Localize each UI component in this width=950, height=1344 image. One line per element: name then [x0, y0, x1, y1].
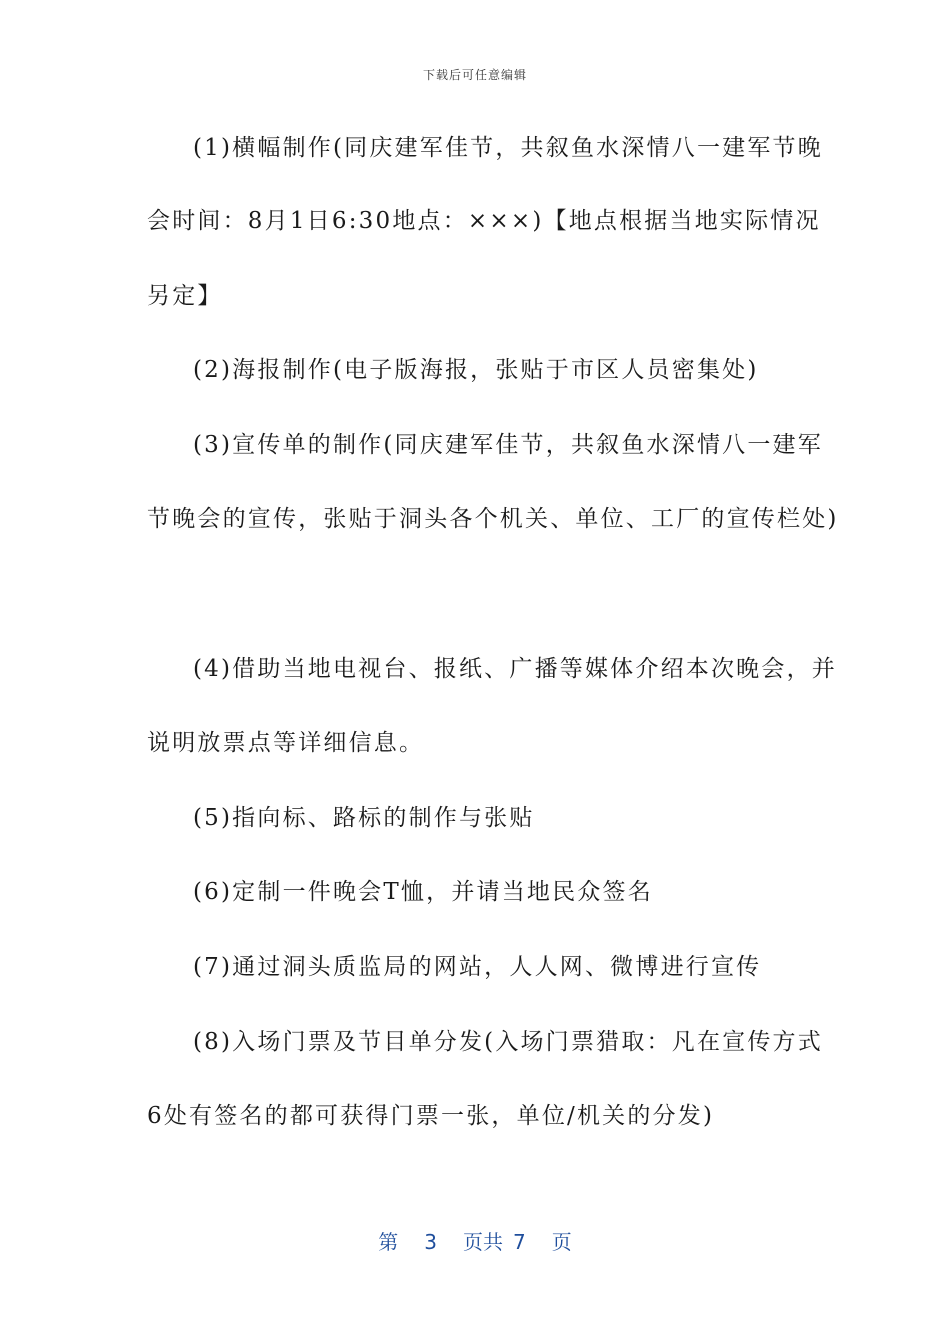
page-number-footer — [0, 1226, 950, 1255]
paragraph-line: 另定】 — [147, 283, 223, 309]
footer-prefix: 第 — [378, 1230, 399, 1254]
paragraph-line: 说明放票点等详细信息。 — [147, 730, 425, 756]
paragraph-line: (7)通过洞头质监局的网站，人人网、微博进行宣传 — [193, 954, 762, 980]
paragraph-line: (1)横幅制作(同庆建军佳节，共叙鱼水深情八一建军节晚 — [193, 135, 823, 161]
footer-total-pages: 7 — [513, 1230, 526, 1254]
paragraph-line: 6处有签名的都可获得门票一张，单位/机关的分发) — [147, 1103, 715, 1129]
paragraph-line: (4)借助当地电视台、报纸、广播等媒体介绍本次晚会，并 — [193, 656, 837, 682]
paragraph-line: (3)宣传单的制作(同庆建军佳节，共叙鱼水深情八一建军 — [193, 432, 823, 458]
paragraph-line: (6)定制一件晚会T恤，并请当地民众签名 — [193, 879, 653, 905]
paragraph-line: (5)指向标、路标的制作与张贴 — [193, 805, 535, 831]
header-note: 下载后可任意编辑 — [422, 68, 527, 82]
paragraph-line: (2)海报制作(电子版海报，张贴于市区人员密集处) — [193, 357, 759, 383]
paragraph-line: 节晚会的宣传，张贴于洞头各个机关、单位、工厂的宣传栏处) — [147, 506, 839, 532]
footer-middle: 页共 — [463, 1230, 503, 1254]
footer-current-page: 3 — [424, 1230, 437, 1254]
footer-suffix: 页 — [551, 1230, 572, 1254]
paragraph-line: (8)入场门票及节目单分发(入场门票猎取：凡在宣传方式 — [193, 1029, 823, 1055]
paragraph-line: 会时间：8月1日6:30地点：×××)【地点根据当地实际情况 — [147, 208, 821, 234]
